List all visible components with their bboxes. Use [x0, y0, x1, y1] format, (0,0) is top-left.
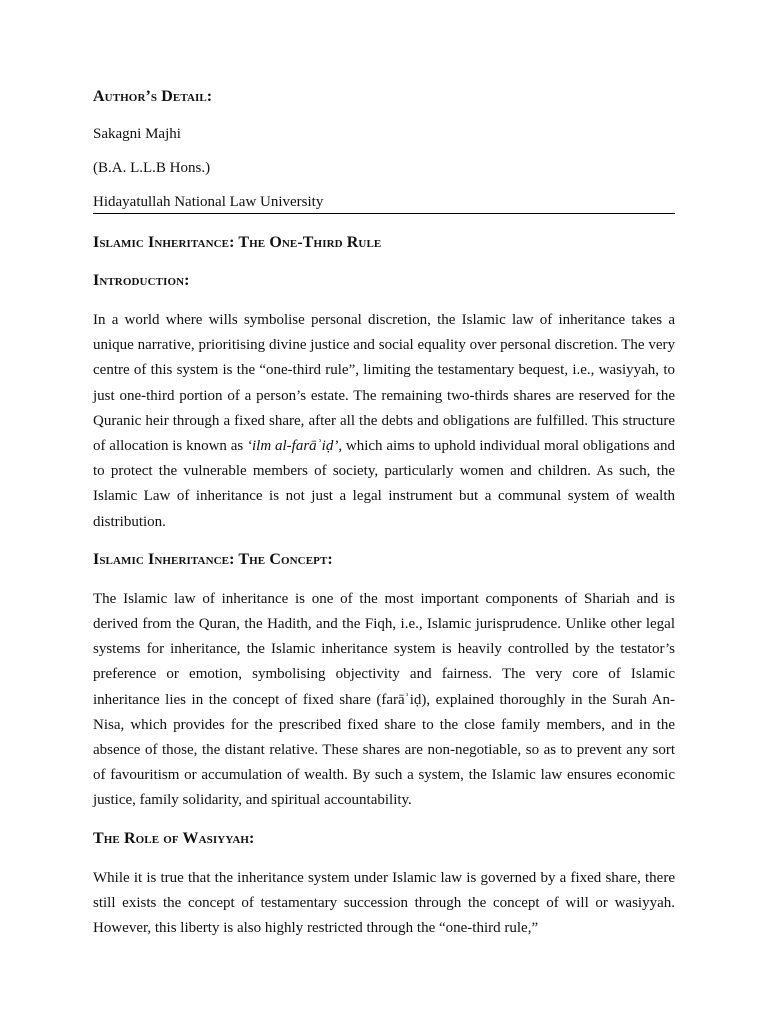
author-details-heading: Author’s Detail:: [93, 88, 213, 105]
author-institution: Hidayatullah National Law University: [93, 192, 675, 214]
introduction-text-start: In a world where wills symbolise personal discretion, the Islamic law of inheritance takes a unique narrative, prioritising divine justice and social equality over personal discretion. The very centre of this system is the “one-third rule”, limiting the testamentary bequest, i.e., wasiyyah, to just one-third portion of a person’s estate. The remaining two-thirds shares are reserved for the Quranic heir through a fixed share, after all the debts and obligations are fulfilled. This structure of allocation is known as: [93, 312, 675, 455]
document-title: Islamic Inheritance: The One-Third Rule: [93, 234, 382, 251]
section-heading-concept: Islamic Inheritance: The Concept:: [93, 550, 333, 568]
section-heading-introduction: Introduction:: [93, 272, 190, 289]
concept-paragraph: The Islamic law of inheritance is one of the most important components of Shariah and is derived from the Quran, the Hadith, and the Fiqh, i.e., Islamic jurisprudence. Unlike other legal systems for inheritance, the Islamic inheritance system is heavily controlled by the testator’s preference or emotion, symbolising objectivity and fairness. The very core of Islamic inheritance lies in the concept of fixed share (farāʾiḍ), explained thoroughly in the Surah An-Nisa, which provides for the prescribed fixed share to the close family members, and in the absence of those, the distant relative. These shares are non-negotiable, so as to prevent any sort of favouritism or accumulation of wealth. By such a system, the Islamic law ensures economic justice, family solidarity, and spiritual accountability.: [93, 590, 675, 809]
author-degree: (B.A. L.L.B Hons.): [93, 160, 211, 176]
wasiyyah-paragraph: While it is true that the inheritance system under Islamic law is governed by a fixed share, there still exists the concept of testamentary succession through the concept of will or wasiyyah. However, this liberty is also highly restricted through the “one-third rule,”: [93, 869, 675, 937]
introduction-text-end: , which aims to uphold individual moral obligations and to protect the vulnerable members of society, particularly women and children. As such, the Islamic Law of inheritance is not just a legal instrument but a communal system of wealth distribution.: [93, 438, 675, 530]
author-name: Sakagni Majhi: [93, 126, 181, 142]
italic-term: ‘ilm al-farāʾiḍ’: [247, 438, 339, 455]
introduction-paragraph: [93, 308, 675, 535]
document-body: [93, 86, 675, 955]
section-heading-wasiyyah: The Role of Wasiyyah:: [93, 829, 255, 847]
